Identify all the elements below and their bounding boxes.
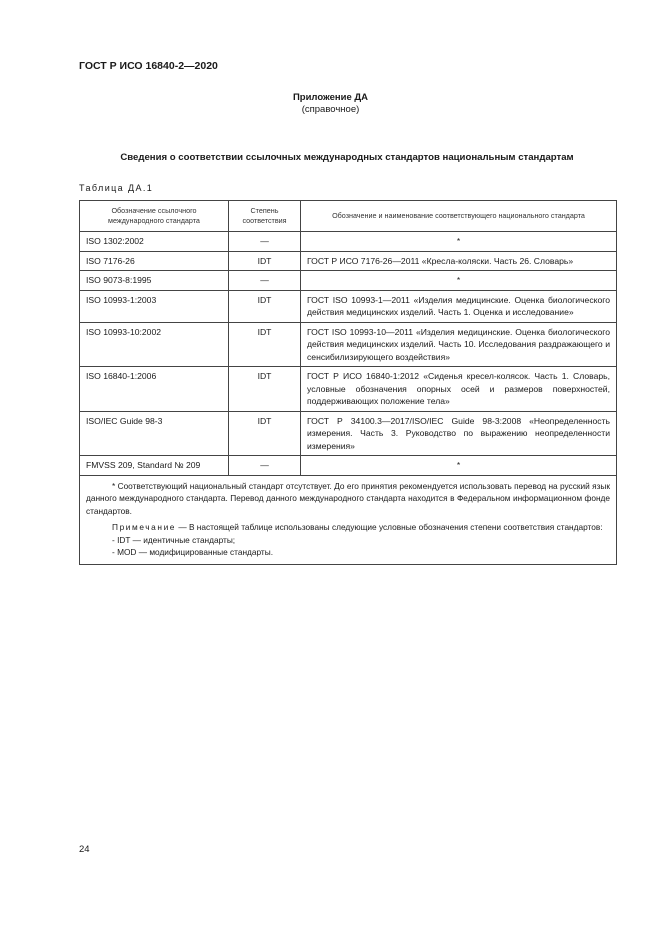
document-code: ГОСТ Р ИСО 16840-2—2020	[79, 60, 218, 72]
cell-degree: IDT	[229, 290, 301, 322]
cell-std: ISO 9073-8:1995	[80, 271, 229, 291]
cell-degree: IDT	[229, 251, 301, 271]
section-heading: Сведения о соответствии ссылочных международных стандартов национальным стандартам	[120, 152, 574, 163]
page-number: 24	[79, 844, 90, 855]
table-row	[80, 251, 617, 271]
note-item-mod: - MOD — модифицированные стандарты.	[112, 547, 274, 557]
table-caption: Таблица ДА.1	[79, 183, 154, 193]
table-row	[80, 411, 617, 456]
cell-std: ISO 10993-1:2003	[80, 290, 229, 322]
cell-national: *	[301, 232, 617, 252]
table-footnote-row	[80, 475, 617, 564]
cell-degree: —	[229, 271, 301, 291]
column-header-national: Обозначение и наименование соответствующего национального стандарта	[301, 201, 617, 232]
cell-national: *	[301, 456, 617, 476]
appendix-title: Приложение ДА	[292, 92, 369, 103]
cell-national: ГОСТ Р ИСО 16840-1:2012 «Сиденья кресел-колясок. Часть 1. Словарь, условные обозначения опорных осей и размеров поверхностей, поддерживающих положение тела»	[301, 367, 617, 412]
table-footnote-cell	[80, 475, 617, 564]
cell-std: ISO 7176-26	[80, 251, 229, 271]
column-header-degree: Степень соответствия	[229, 201, 301, 232]
cell-national: ГОСТ ISO 10993-1—2011 «Изделия медицинские. Оценка биологического действия медицинских изделий. Часть 1. Оценка и исследование»	[301, 290, 617, 322]
note-item-idt: - IDT — идентичные стандарты;	[112, 534, 236, 545]
cell-degree: IDT	[229, 367, 301, 412]
cell-std: FMVSS 209, Standard № 209	[80, 456, 229, 476]
table-row	[80, 290, 617, 322]
table-header-row	[80, 201, 617, 232]
footnote-text: * Соответствующий национальный стандарт отсутствует. До его принятия рекомендуется использовать перевод на русский язык данного международного стандарта. Перевод данного международного стандарта находится в Федеральном информационном фонде стандартов.	[86, 480, 610, 516]
cell-degree: IDT	[229, 411, 301, 456]
table-row	[80, 271, 617, 291]
cell-national: ГОСТ ISO 10993-10—2011 «Изделия медицинские. Оценка биологического действия медицинских изделий. Часть 10. Исследования раздражающего и сенсибилизирующего воздействия»	[301, 322, 617, 367]
cell-std: ISO 1302:2002	[80, 232, 229, 252]
table-row	[80, 456, 617, 476]
note-text: — В настоящей таблице использованы следующие условные обозначения степени соответствия стандартов:	[176, 522, 603, 532]
cell-std: ISO/IEC Guide 98-3	[80, 411, 229, 456]
cell-std: ISO 16840-1:2006	[80, 367, 229, 412]
table-row	[80, 367, 617, 412]
cell-national: ГОСТ Р 34100.3—2017/ISO/IEC Guide 98-3:2008 «Неопределенность измерения. Часть 3. Руководство по выражению неопределенности измерения»	[301, 411, 617, 456]
cell-degree: —	[229, 232, 301, 252]
table-row	[80, 322, 617, 367]
appendix-subtitle: (справочное)	[301, 104, 360, 115]
cell-degree: —	[229, 456, 301, 476]
note-label: Примечание	[112, 522, 177, 532]
note-paragraph	[86, 521, 610, 534]
column-header-std: Обозначение ссылочного международного стандарта	[80, 201, 229, 232]
cell-national: *	[301, 271, 617, 291]
cell-degree: IDT	[229, 322, 301, 367]
cell-std: ISO 10993-10:2002	[80, 322, 229, 367]
table-row	[80, 232, 617, 252]
cell-national: ГОСТ Р ИСО 7176-26—2011 «Кресла-коляски. Часть 26. Словарь»	[301, 251, 617, 271]
correspondence-table	[79, 200, 617, 565]
